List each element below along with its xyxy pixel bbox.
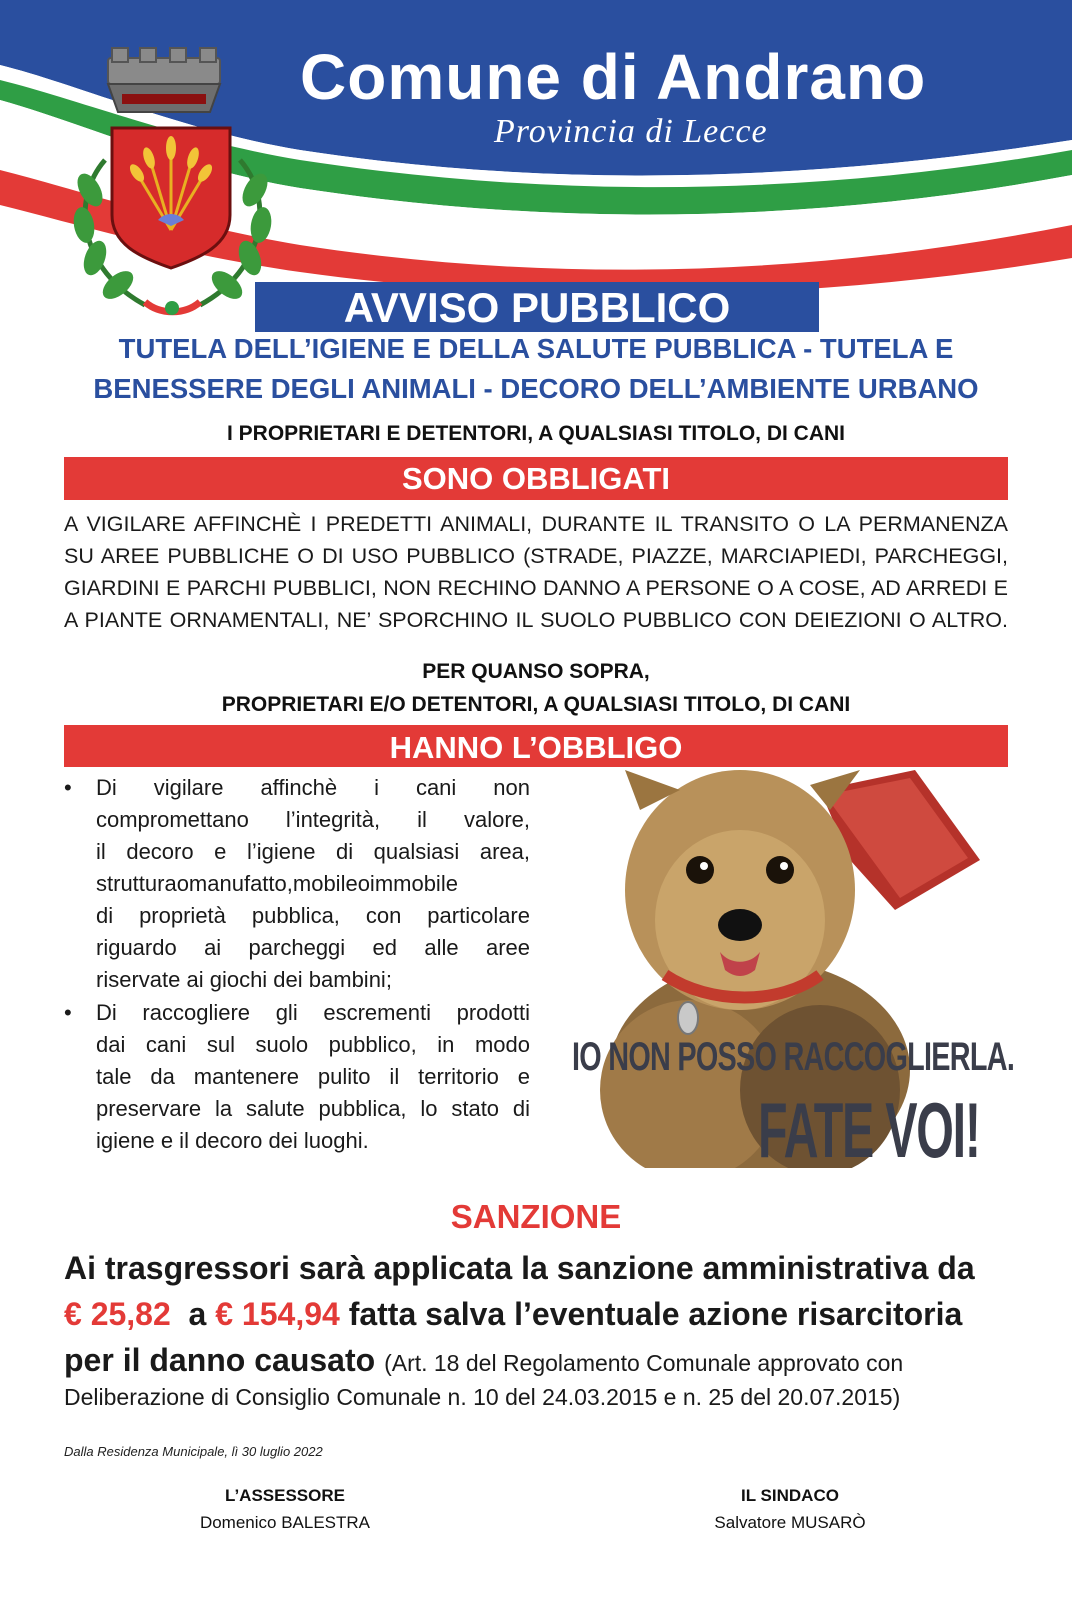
notice-subtitle-line-1: TUTELA DELL’IGIENE E DELLA SALUTE PUBBLICA - TUTELA E <box>118 333 954 364</box>
notice-title: AVVISO PUBBLICO <box>343 284 731 331</box>
obligation-1-line-4: strutturaomanufatto,mobileoimmobile <box>96 871 458 896</box>
obligation-heading: HANNO L’OBBLIGO <box>64 725 1008 767</box>
obligation-1-line-1: Di vigilare affinchè i cani non <box>96 775 530 800</box>
obligation-1-line-5: di proprietà pubblica, con particolare <box>96 903 530 928</box>
obligation-1-line-6: riguardo ai parcheggi ed alle aree <box>96 935 530 960</box>
coat-of-arms-icon <box>50 40 290 325</box>
obligation-1-line-7: riservate ai giochi dei bambini; <box>96 967 392 992</box>
notice-addressees: I PROPRIETARI E DETENTORI, A QUALSIASI TITOLO, DI CANI <box>227 422 845 445</box>
bullet-icon: • <box>64 775 72 800</box>
bullet-icon: • <box>64 1000 72 1025</box>
town-name: Comune di Andrano <box>300 41 927 113</box>
obligated-line-4: A PIANTE ORNAMENTALI, NE’ SPORCHINO IL SUOLO PUBBLICO CON DEIEZIONI O ALTRO. <box>64 608 1008 632</box>
mayor-name: Salvatore MUSARÒ <box>714 1513 866 1532</box>
province-name: Provincia di Lecce <box>494 113 768 150</box>
campaign-slogan-line-1: IO NON POSSO RACCOGLIERLA. <box>572 1035 1015 1079</box>
sanction-deliberation: Deliberazione di Consiglio Comunale n. 10 del 24.03.2015 e n. 25 del 20.07.2015) <box>64 1384 901 1410</box>
sanction-connector: a <box>188 1296 207 1332</box>
obligation-2-line-4: preservare la salute pubblica, lo stato di <box>96 1096 530 1121</box>
assessor-role: L’ASSESSORE <box>225 1486 345 1505</box>
sanction-line-1: Ai trasgressori sarà applicata la sanzione amministrativa da <box>64 1250 975 1286</box>
sanction-damage: per il danno causato <box>64 1342 376 1378</box>
therefore-line-1: PER QUANSO SOPRA, <box>422 660 650 683</box>
obligation-1-line-2: compromettano l’integrità, il valore, <box>96 807 530 832</box>
notice-subtitle-line-2: BENESSERE DEGLI ANIMALI - DECORO DELL’AMBIENTE URBANO <box>93 373 979 404</box>
sanction-title: SANZIONE <box>450 1198 622 1235</box>
sanction-max-amount: € 154,94 <box>215 1296 340 1332</box>
sanction-min-amount: € 25,82 <box>64 1296 171 1332</box>
obligated-line-2: SU AREE PUBBLICHE O DI USO PUBBLICO (STRADE, PIAZZE, MARCIAPIEDI, PARCHEGGI, <box>64 544 1008 568</box>
therefore-line-2: PROPRIETARI E/O DETENTORI, A QUALSIASI TITOLO, DI CANI <box>221 693 851 716</box>
obligation-2-line-3: tale da mantenere pulito il territorio e <box>96 1064 530 1089</box>
sanction-line-2-rest: fatta salva l’eventuale azione risarcitoria <box>348 1296 963 1332</box>
assessor-name: Domenico BALESTRA <box>199 1513 371 1532</box>
issue-date: Dalla Residenza Municipale, lì 30 luglio 2022 <box>64 1444 323 1459</box>
campaign-slogan-line-2: FATE VOI! <box>758 1086 980 1174</box>
obligated-line-3: GIARDINI E PARCHI PUBBLICI, NON RECHINO DANNO A PERSONE O A COSE, AD ARREDI E <box>64 576 1008 600</box>
obligation-2-line-2: dai cani sul suolo pubblico, in modo <box>96 1032 530 1057</box>
obligated-heading: SONO OBBLIGATI <box>64 457 1008 500</box>
obligation-2-line-1: Di raccogliere gli escrementi prodotti <box>96 1000 530 1025</box>
sanction-reference: (Art. 18 del Regolamento Comunale approvato con <box>384 1350 904 1376</box>
obligation-2-line-5: igiene e il decoro dei luoghi. <box>96 1128 369 1153</box>
mayor-role: IL SINDACO <box>741 1486 839 1505</box>
obligated-line-1: A VIGILARE AFFINCHÈ I PREDETTI ANIMALI, DURANTE IL TRANSITO O LA PERMANENZA <box>64 512 1008 536</box>
sanction-line-3 <box>64 1342 1008 1379</box>
sanction-line-2 <box>64 1296 1008 1333</box>
obligation-1-line-3: il decoro e l’igiene di qualsiasi area, <box>96 839 530 864</box>
